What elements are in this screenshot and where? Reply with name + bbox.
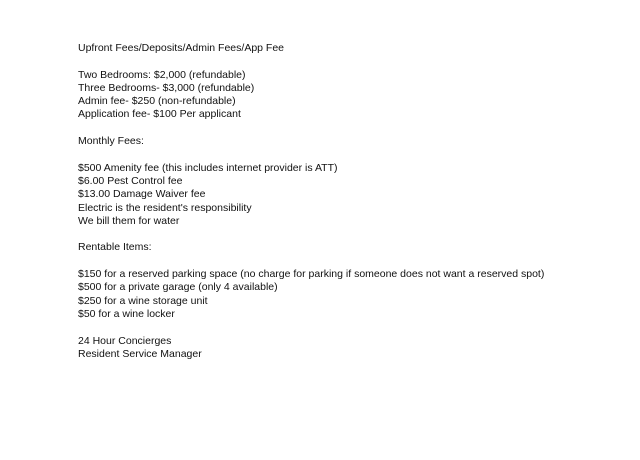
upfront-item: Application fee- $100 Per applicant bbox=[78, 108, 241, 121]
spacer bbox=[78, 122, 633, 135]
monthly-item: Electric is the resident's responsibility bbox=[78, 201, 252, 214]
monthly-item: $6.00 Pest Control fee bbox=[78, 174, 183, 187]
rentable-item: $50 for a wine locker bbox=[78, 307, 175, 320]
rentable-item: $500 for a private garage (only 4 available) bbox=[78, 281, 278, 294]
monthly-item: $500 Amenity fee (this includes internet provider is ATT) bbox=[78, 161, 338, 174]
monthly-item: We bill them for water bbox=[78, 214, 180, 227]
service-item: 24 Hour Concierges bbox=[78, 334, 172, 347]
spacer bbox=[78, 228, 633, 241]
fee-document bbox=[78, 42, 633, 361]
monthly-heading: Monthly Fees: bbox=[78, 135, 144, 148]
spacer bbox=[78, 321, 633, 334]
rentable-item: $250 for a wine storage unit bbox=[78, 294, 208, 307]
spacer bbox=[78, 255, 633, 268]
upfront-item: Admin fee- $250 (non-refundable) bbox=[78, 95, 236, 108]
spacer bbox=[78, 55, 633, 68]
monthly-item: $13.00 Damage Waiver fee bbox=[78, 188, 206, 201]
rentable-heading: Rentable Items: bbox=[78, 241, 152, 254]
rentable-item: $150 for a reserved parking space (no charge for parking if someone does not want a reserved spot) bbox=[78, 268, 545, 281]
spacer bbox=[78, 148, 633, 161]
upfront-heading: Upfront Fees/Deposits/Admin Fees/App Fee bbox=[78, 42, 285, 54]
upfront-item: Three Bedrooms- $3,000 (refundable) bbox=[78, 81, 255, 94]
service-item: Resident Service Manager bbox=[78, 347, 202, 360]
upfront-item: Two Bedrooms: $2,000 (refundable) bbox=[78, 68, 246, 81]
